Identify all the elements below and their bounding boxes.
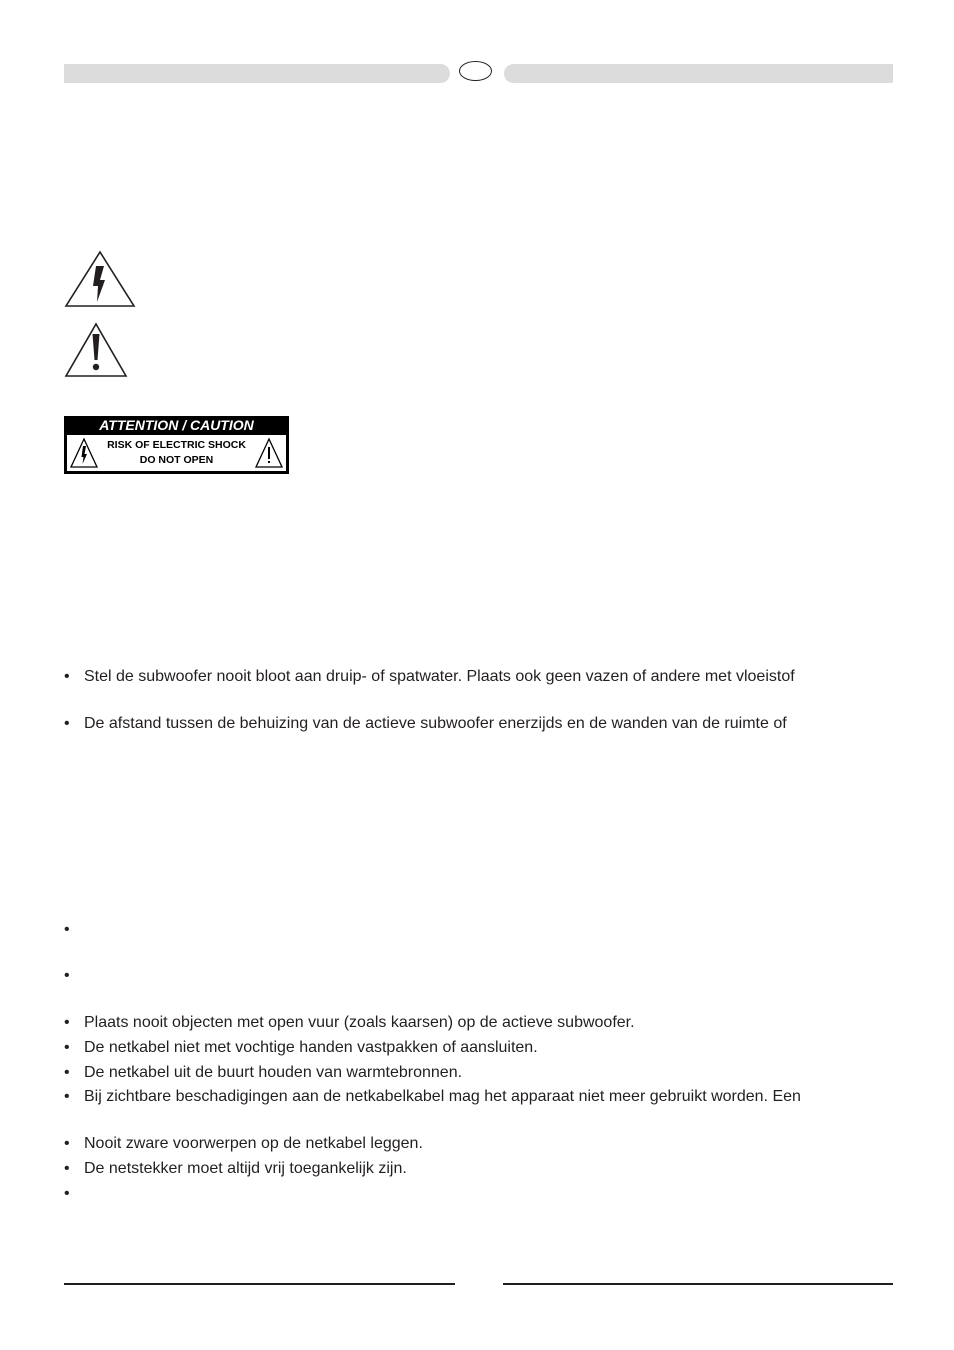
country-code-oval [459, 61, 492, 81]
bullet-text: De netstekker moet altijd vrij toegankelijk zijn. [84, 1160, 407, 1177]
footer-rule-right [503, 1283, 893, 1285]
header-bar-right [504, 64, 893, 83]
header-bar-left [64, 64, 450, 83]
bullet-text: Nooit zware voorwerpen op de netkabel leggen. [84, 1135, 423, 1152]
footer-rule-left [64, 1283, 455, 1285]
bullet-text: De netkabel niet met vochtige handen vastpakken of aansluiten. [84, 1039, 538, 1056]
caution-label-title: ATTENTION / CAUTION [99, 417, 254, 433]
bullet-marker: • [64, 668, 70, 685]
exclamation-warning-icon [64, 322, 128, 378]
bullet-marker: • [64, 967, 70, 984]
bullet-text: De netkabel uit de buurt houden van warmtebronnen. [84, 1064, 463, 1081]
bullet-marker: • [64, 715, 70, 732]
bullet-marker: • [64, 1160, 70, 1177]
bullet-marker: • [64, 1064, 70, 1081]
caution-label [64, 416, 289, 474]
bullet-marker: • [64, 1014, 70, 1031]
bullet-marker: • [64, 1039, 70, 1056]
bullet-marker: • [64, 921, 70, 938]
caution-label-body [67, 435, 286, 471]
bullet-text: Plaats nooit objecten met open vuur (zoals kaarsen) op de actieve subwoofer. [84, 1014, 635, 1031]
bullet-text: De afstand tussen de behuizing van de actieve subwoofer enerzijds en de wanden van de ruimte of [84, 715, 787, 732]
label-exclamation-icon [254, 437, 284, 469]
bullet-marker: • [64, 1088, 70, 1105]
bullet-marker: • [64, 1135, 70, 1152]
caution-label-line2: DO NOT OPEN [139, 454, 214, 466]
bullet-text: Stel de subwoofer nooit bloot aan druip- of spatwater. Plaats ook geen vazen of andere met vloeistof [84, 668, 795, 685]
lightning-warning-icon [64, 250, 136, 308]
bullet-text: Bij zichtbare beschadigingen aan de netkabelkabel mag het apparaat niet meer gebruikt worden. Een [84, 1088, 801, 1105]
caution-label-line1: RISK OF ELECTRIC SHOCK [107, 439, 246, 451]
bullet-marker: • [64, 1185, 70, 1202]
